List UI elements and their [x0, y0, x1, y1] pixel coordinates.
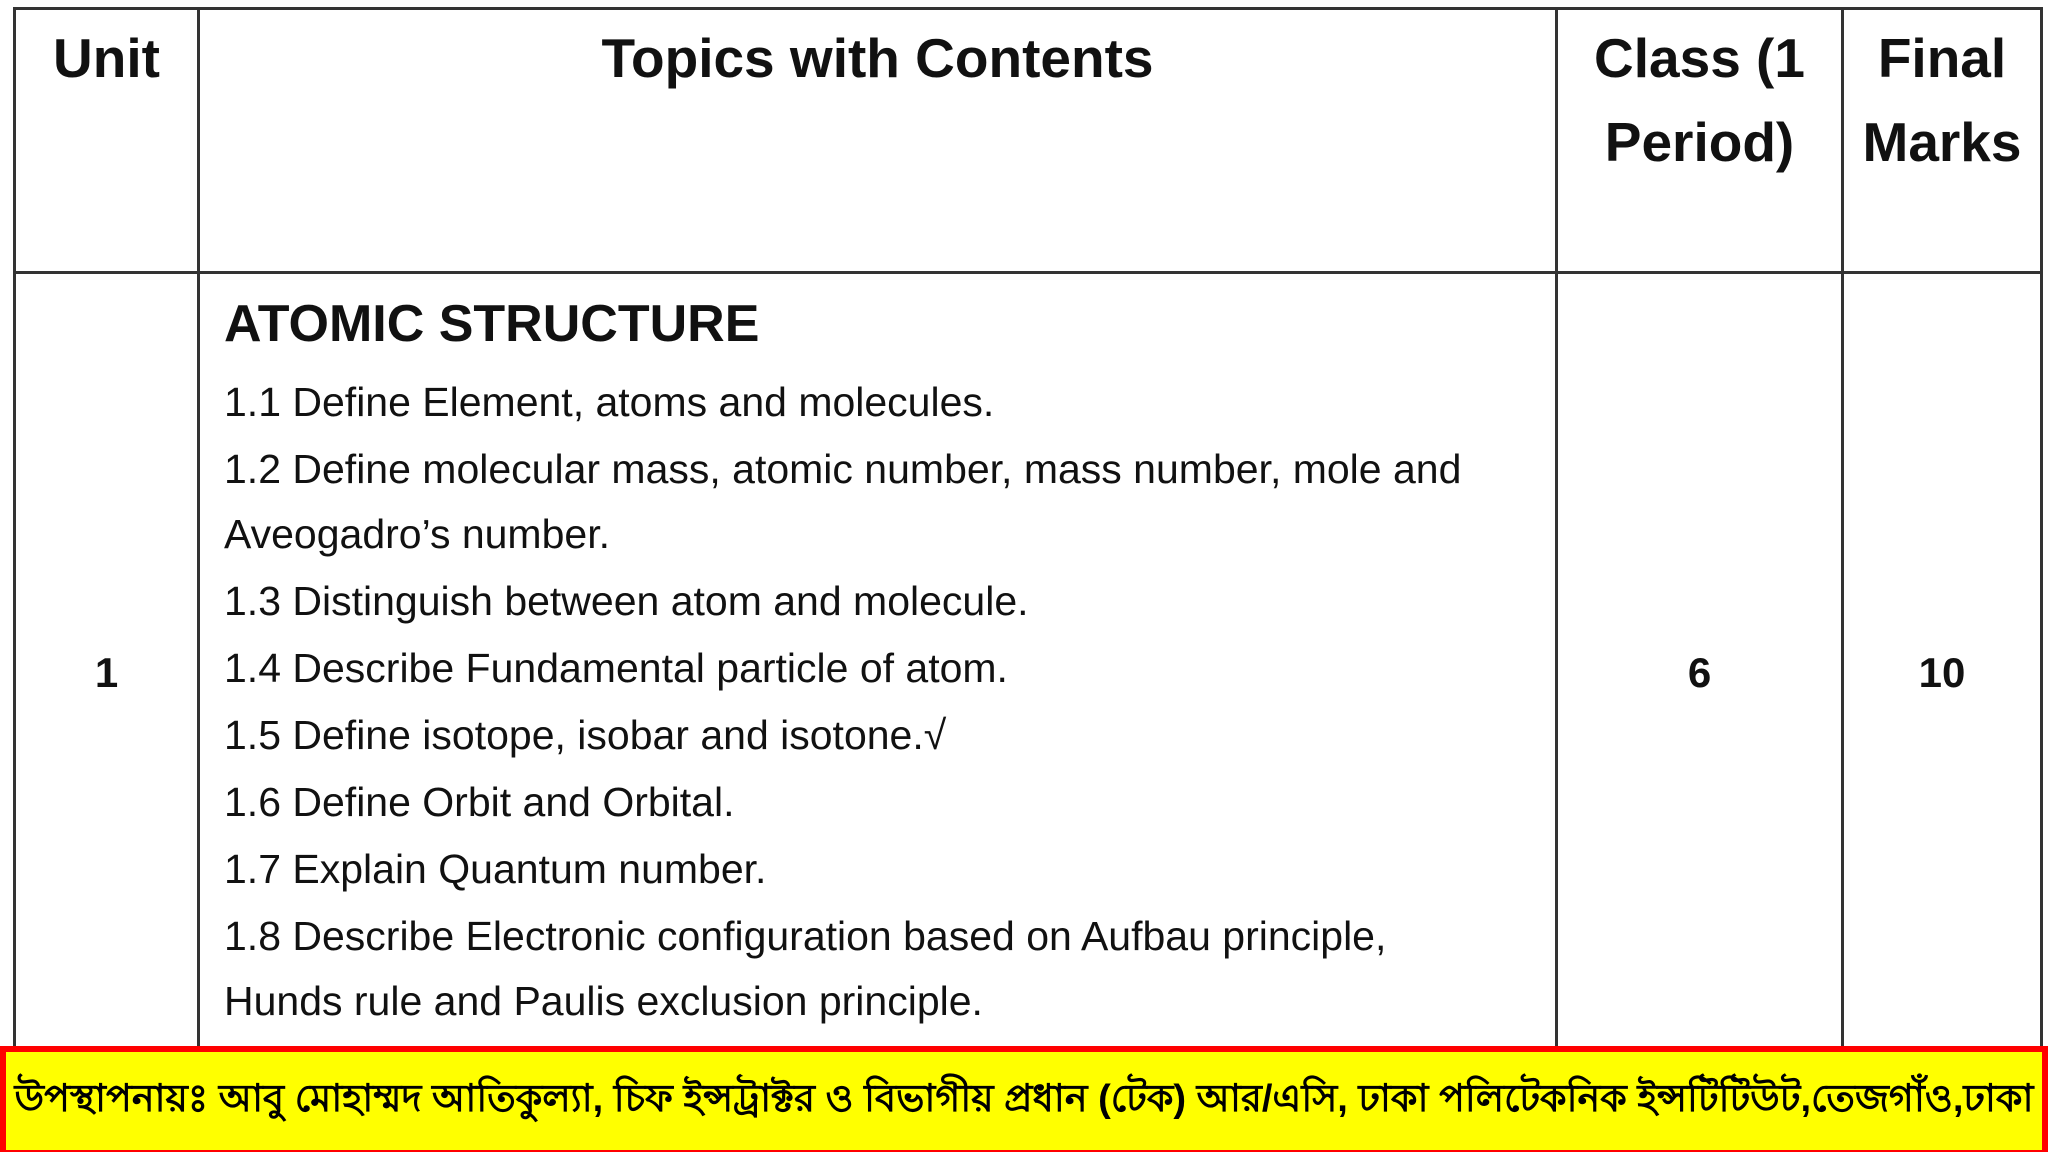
final-marks-value: 10 — [1843, 273, 2042, 1074]
topic-list — [224, 370, 1515, 1034]
list-item: 1.8 Describe Electronic configuration based on Aufbau principle, Hunds rule and Paulis exclusion principle. — [224, 913, 1387, 1024]
header-unit: Unit — [15, 9, 199, 273]
list-item: 1.4 Describe Fundamental particle of atom. — [224, 645, 1008, 691]
list-item: 1.3 Distinguish between atom and molecule. — [224, 578, 1029, 624]
unit-number: 1 — [15, 273, 199, 1074]
syllabus-table — [13, 7, 2043, 1075]
list-item: 1.2 Define molecular mass, atomic number, mass number, mole and Aveogadro’s number. — [224, 446, 1462, 557]
header-final-marks: Final Marks — [1843, 9, 2042, 273]
list-item: 1.6 Define Orbit and Orbital. — [224, 779, 735, 825]
list-item: 1.7 Explain Quantum number. — [224, 846, 767, 892]
header-class-periods: Class (1 Period) — [1557, 9, 1843, 273]
presenter-credit-text: উপস্থাপনায়ঃ আবু মোহাম্মদ আতিকুল্যা, চিফ ইন্সট্রাক্টর ও বিভাগীয় প্রধান (টেক) আর/এসি, ঢাকা পলিটেকনিক ইন্সটিটিউট,তেজগাঁও,ঢাকা — [14, 1078, 2034, 1120]
table-header-row — [15, 9, 2042, 273]
list-item: 1.1 Define Element, atoms and molecules. — [224, 379, 995, 425]
list-item: 1.5 Define isotope, isobar and isotone.√ — [224, 712, 947, 758]
class-periods-value: 6 — [1557, 273, 1843, 1074]
presenter-banner — [0, 1046, 2048, 1152]
topics-cell — [199, 273, 1557, 1074]
topic-title: ATOMIC STRUCTURE — [224, 295, 760, 353]
table-row — [15, 273, 2042, 1074]
header-topics: Topics with Contents — [199, 9, 1557, 273]
